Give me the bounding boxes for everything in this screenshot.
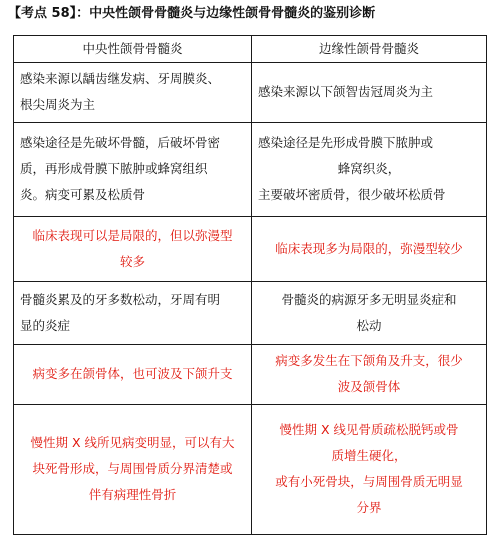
cell-peripheral-involved-teeth — [252, 282, 487, 345]
cell-line: 较多 — [119, 253, 145, 269]
cell-line: 伴有病理性骨折 — [88, 487, 177, 502]
table-row — [14, 63, 487, 123]
cell-line: 病变多发生在下颌角及升支，很少 — [275, 353, 463, 368]
cell-line: 分界 — [356, 500, 382, 515]
table-row — [14, 282, 487, 345]
cell-peripheral-infection-route — [252, 123, 487, 217]
cell-line: 松动 — [356, 317, 382, 333]
cell-central-clinical-presentation — [14, 217, 252, 282]
cell-line: 质，再形成骨膜下脓肿或蜂窝组织 — [20, 161, 208, 176]
header-peripheral-osteomyelitis: 边缘性颌骨骨髓炎 — [252, 36, 487, 63]
cell-line: 慢性期 X 线见骨质疏松脱钙或骨 — [279, 422, 459, 437]
cell-central-infection-source — [14, 63, 252, 123]
comparison-table — [13, 35, 487, 535]
cell-peripheral-infection-source — [252, 63, 487, 123]
cell-line: 感染来源以龋齿继发病、牙周膜炎、 — [20, 71, 221, 86]
cell-central-lesion-location — [14, 345, 252, 405]
cell-peripheral-clinical-presentation — [252, 217, 487, 282]
cell-peripheral-lesion-location — [252, 345, 487, 405]
cell-line: 骨髓炎的病源牙多无明显炎症和 — [281, 291, 457, 307]
cell-line: 感染途径是先形成骨膜下脓肿或 — [258, 135, 434, 150]
cell-line: 主要破坏密质骨，很少破坏松质骨 — [258, 187, 446, 202]
cell-central-infection-route — [14, 123, 252, 217]
cell-peripheral-xray-findings — [252, 405, 487, 535]
table-row — [14, 217, 487, 282]
table-row — [14, 345, 487, 405]
cell-line: 根尖周炎为主 — [20, 97, 96, 112]
cell-line: 骨髓炎累及的牙多数松动，牙周有明 — [20, 291, 221, 307]
cell-line: 临床表现多为局限的，弥漫型较少 — [275, 240, 463, 256]
table-row — [14, 405, 487, 535]
cell-central-involved-teeth — [14, 282, 252, 345]
table-header-row — [14, 36, 487, 63]
cell-line: 或有小死骨块，与周围骨质无明显 — [275, 474, 463, 489]
cell-line: 显的炎症 — [20, 317, 71, 333]
header-central-osteomyelitis: 中央性颌骨骨髓炎 — [14, 36, 252, 63]
cell-central-xray-findings — [14, 405, 252, 535]
cell-line: 感染途径是先破坏骨髓，后破坏骨密 — [20, 135, 221, 150]
cell-line: 感染来源以下颌智齿冠周炎为主 — [258, 84, 434, 99]
cell-line: 临床表现可以是局限的，但以弥漫型 — [32, 227, 233, 243]
cell-line: 波及颌骨体 — [337, 379, 401, 394]
cell-line: 炎。病变可累及松质骨 — [20, 187, 146, 202]
cell-line: 块死骨形成，与周围骨质分界清楚或 — [32, 461, 233, 476]
cell-line: 慢性期 X 线所见病变明显，可以有大 — [30, 435, 235, 450]
page-title: 【考点 58】：中央性颌骨骨髓炎与边缘性颌骨骨髓炎的鉴别诊断 — [8, 6, 376, 21]
cell-line: 质增生硬化， — [331, 448, 407, 463]
cell-line: 病变多在颌骨体，也可波及下颌升支 — [32, 366, 233, 381]
table-row — [14, 123, 487, 217]
cell-line: 蜂窝织炎， — [337, 161, 401, 176]
